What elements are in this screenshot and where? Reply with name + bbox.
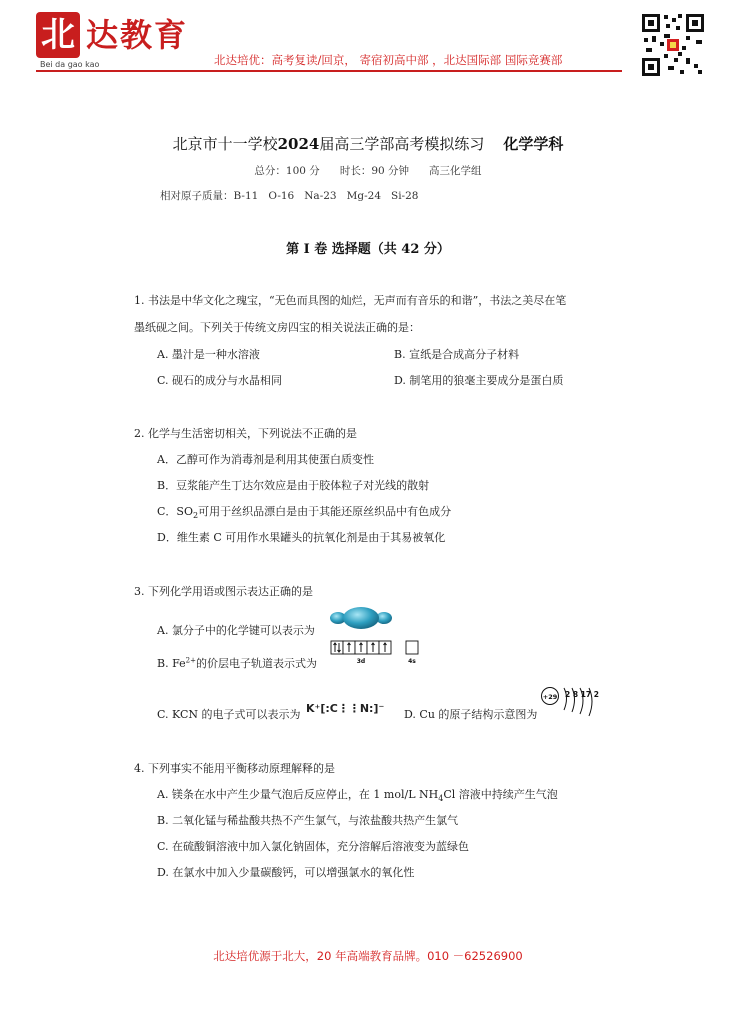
logo-name: 达教育: [86, 16, 189, 54]
qr-code-icon: [640, 12, 706, 78]
footer-slogan: 北达培优源于北大，20 年高端教育品牌。010 －62526900: [213, 949, 523, 963]
fe-orbital-diagram: [330, 640, 420, 666]
q2-c-post: 可用于丝织品漂白是由于其能还原丝织品中有色成分: [198, 505, 452, 518]
q2-stem: 2. 化学与生活密切相关，下列说法不正确的是: [134, 427, 357, 440]
q1-stem-line2: 墨纸砚之间。下列关于传统文房四宝的相关说法正确的是：: [134, 321, 420, 334]
header-tagline: 北达培优：高考复读/回京， 寄宿初高中部 ，北达国际部 国际竞赛部: [214, 53, 563, 67]
q1-stem-line1: 1. 书法是中华文化之瑰宝，“无色而具图的灿烂，无声而有音乐的和谐”，书法之美尽在笔: [134, 294, 567, 307]
q1-option-c: C. 砚石的成分与水晶相同: [157, 374, 283, 387]
q3-b-post: 的价层电子轨道表示式为: [195, 657, 317, 670]
logo-subtitle: Bei da gao kao: [40, 60, 100, 69]
q4-option-c: C. 在硫酸铜溶液中加入氯化钠固体，充分溶解后溶液变为蓝绿色: [157, 840, 470, 853]
q1-option-a: A. 墨汁是一种水溶液: [157, 348, 260, 361]
header-divider: [36, 70, 622, 72]
q2-option-a: A．乙醇可作为消毒剂是利用其使蛋白质变性: [157, 453, 374, 466]
q2-c-pre: C．SO: [157, 505, 193, 518]
q3-b-pre: B. Fe: [157, 657, 186, 670]
title-school: 北京市十一学校: [172, 135, 278, 153]
exam-meta: 总分：100 分 时长：90 分钟 高三化学组: [254, 165, 482, 177]
title-subject: 化学学科: [503, 135, 564, 153]
q3-option-d: D. Cu 的原子结构示意图为: [404, 708, 538, 721]
q4-a-post: Cl 溶液中持续产生气泡: [443, 788, 558, 801]
q3-stem: 3. 下列化学用语或图示表达正确的是: [134, 585, 313, 598]
cl2-bond-orbital-diagram: [330, 603, 392, 633]
q4-a-sub: 4: [438, 794, 444, 804]
q2-option-c: [157, 503, 451, 520]
atomic-masses: 相对原子质量：B-11 O-16 Na-23 Mg-24 Si-28: [160, 190, 419, 202]
exam-title: [0, 133, 736, 154]
orbital-label-3d: 3d: [356, 658, 366, 665]
cu-atomic-structure-diagram: [540, 684, 602, 718]
title-grade: 届高三学部高考模拟练习: [319, 135, 485, 153]
q3-option-a: A. 氯分子中的化学键可以表示为: [157, 624, 315, 637]
q2-c-sub: 2: [192, 511, 199, 521]
q3-option-b: [157, 655, 317, 671]
q4-a-pre: A. 镁条在水中产生少量气泡后反应停止，在 1 mol/L NH: [157, 788, 439, 801]
q4-option-d: D. 在氯水中加入少量碳酸钙，可以增强氯水的氧化性: [157, 866, 415, 879]
title-year: 2024: [277, 135, 320, 153]
q4-option-b: B. 二氧化锰与稀盐酸共热不产生氯气，与浓盐酸共热产生氯气: [157, 814, 459, 827]
q1-option-d: D. 制笔用的狼毫主要成分是蛋白质: [394, 374, 564, 387]
q4-option-a: [157, 786, 558, 803]
q1-option-b: B. 宣纸是合成高分子材料: [394, 348, 520, 361]
kcn-electron-formula: K⁺[:C⋮⋮N:]⁻: [306, 702, 385, 715]
q4-stem: 4. 下列事实不能用平衡移动原理解释的是: [134, 762, 335, 775]
q3-b-sup: 2+: [185, 656, 196, 665]
logo-mark: 北: [36, 12, 80, 58]
q3-option-c: C. KCN 的电子式可以表示为: [157, 708, 301, 721]
q2-option-b: B．豆浆能产生丁达尔效应是由于胶体粒子对光线的散射: [157, 479, 430, 492]
q2-option-d: D．维生素 C 可用作水果罐头的抗氧化剂是由于其易被氧化: [157, 531, 446, 544]
cu-shells: 2 8 17 2: [565, 690, 599, 699]
orbital-label-4s: 4s: [408, 658, 416, 665]
section-heading: 第 I 卷 选择题（共 42 分）: [286, 242, 450, 257]
cu-nucleus: +29: [542, 693, 558, 701]
